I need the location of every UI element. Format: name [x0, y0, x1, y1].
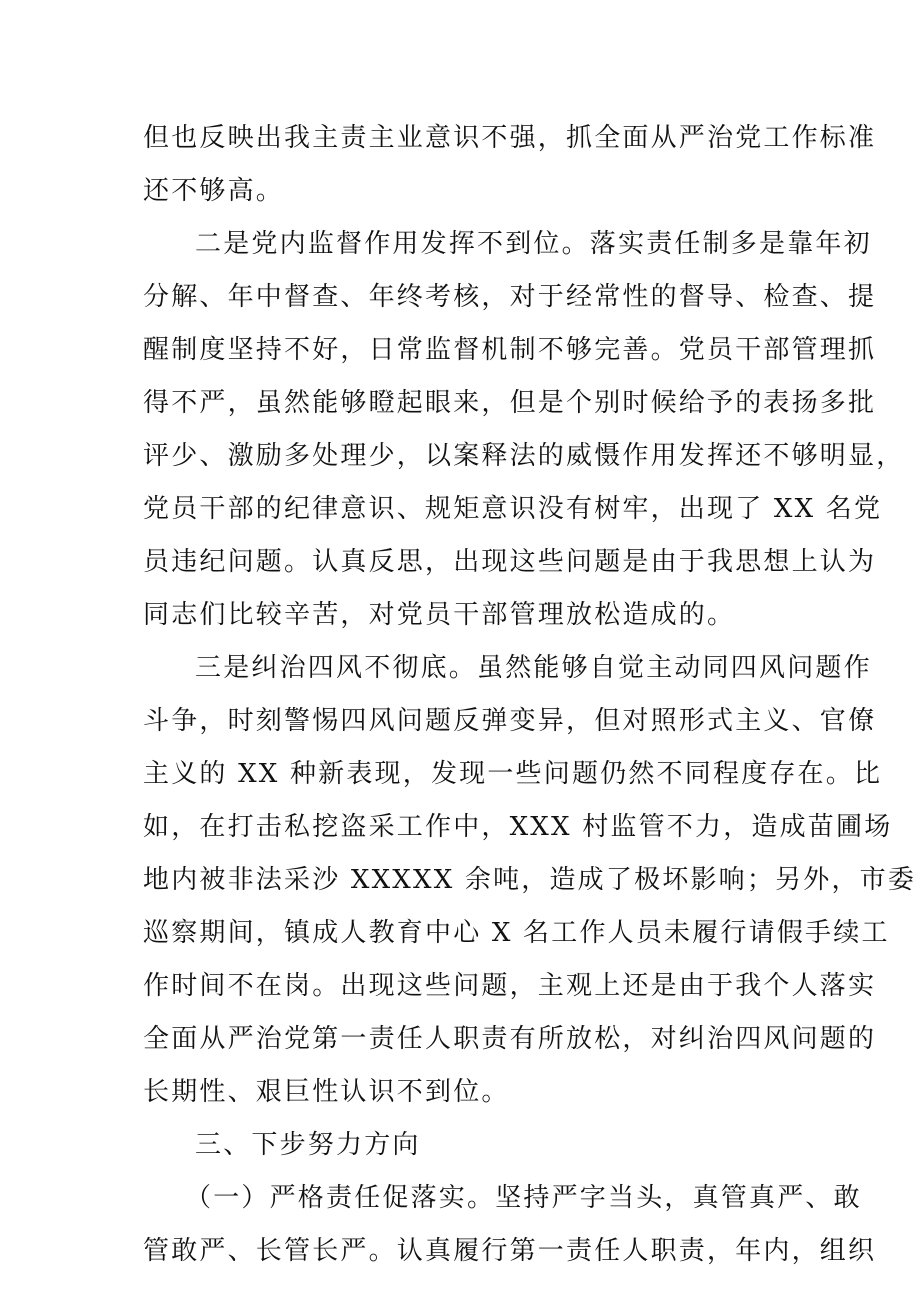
- paragraph-start-line: 二是党内监督作用发挥不到位。落实责任制多是靠年初: [195, 229, 872, 259]
- text-line: 巡察期间，镇成人教育中心 X 名工作人员未履行请假手续工: [143, 918, 890, 948]
- text-line: 管敢严、长管长严。认真履行第一责任人职责，年内，组织: [143, 1236, 877, 1266]
- text-line: 长期性、艰巨性认识不到位。: [143, 1077, 510, 1107]
- text-line: 斗争，时刻警惕四风问题反弹变异，但对照形式主义、官僚: [143, 706, 877, 736]
- text-line: 全面从严治党第一责任人职责有所放松，对纠治四风问题的: [143, 1024, 877, 1054]
- paragraph-start-line: 三是纠治四风不彻底。虽然能够自觉主动同四风问题作: [195, 653, 872, 683]
- text-line: 但也反映出我主责主业意识不强，抓全面从严治党工作标准: [143, 123, 877, 153]
- section-heading: 三、下步努力方向: [195, 1130, 421, 1160]
- text-line: 作时间不在岗。出现这些问题，主观上还是由于我个人落实: [143, 971, 877, 1001]
- text-line: 得不严，虽然能够瞪起眼来，但是个别时候给予的表扬多批: [143, 388, 877, 418]
- text-line: 员违纪问题。认真反思，出现这些问题是由于我思想上认为: [143, 547, 877, 577]
- text-line: 地内被非法采沙 XXXXX 余吨，造成了极坏影响；另外，市委: [143, 865, 917, 895]
- document-body: [143, 112, 917, 1278]
- text-line: 如，在打击私挖盗采工作中，XXX 村监管不力，造成苗圃场: [143, 812, 893, 842]
- text-line: 醒制度坚持不好，日常监督机制不够完善。党员干部管理抓: [143, 335, 877, 365]
- text-line: 分解、年中督查、年终考核，对于经常性的督导、检查、提: [143, 282, 877, 312]
- text-line: 党员干部的纪律意识、规矩意识没有树牢，出现了 XX 名党: [143, 494, 883, 524]
- paragraph-start-line: （一）严格责任促落实。坚持严字当头，真管真严、敢: [185, 1183, 862, 1213]
- text-line: 还不够高。: [143, 176, 285, 206]
- text-line: 评少、激励多处理少，以案释法的威慑作用发挥还不够明显，: [143, 441, 905, 471]
- text-line: 主义的 XX 种新表现，发现一些问题仍然不同程度存在。比: [143, 759, 883, 789]
- text-line: 同志们比较辛苦，对党员干部管理放松造成的。: [143, 600, 736, 630]
